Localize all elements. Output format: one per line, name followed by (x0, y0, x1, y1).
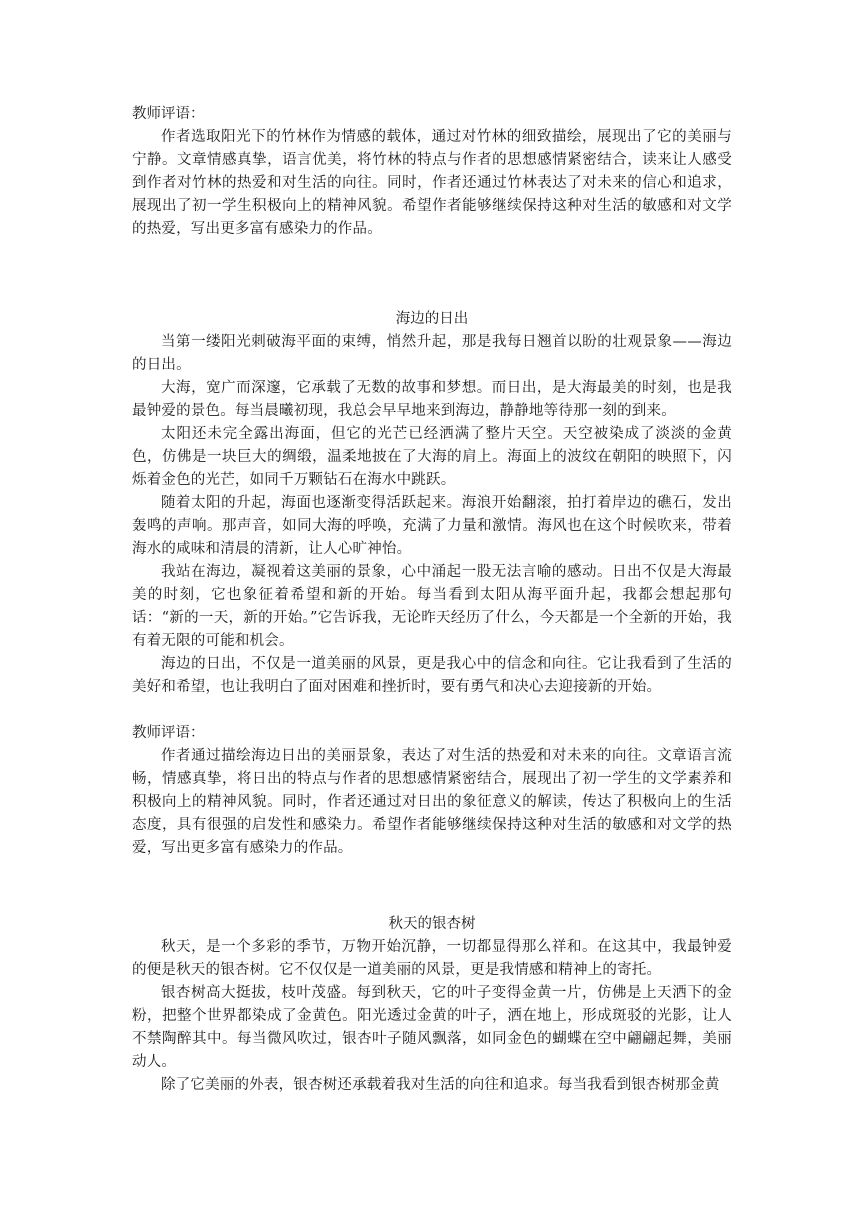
comment-label: 教师评语： (132, 106, 205, 122)
essay-paragraph: 海边的日出，不仅是一道美丽的风景，更是我心中的信念和向往。它让我看到了生活的美好和希望，也让我明白了面对困难和挫折时，要有勇气和决心去迎接新的开始。 (132, 656, 732, 695)
essay-paragraph: 大海，宽广而深邃，它承载了无数的故事和梦想。而日出，是大海最美的时刻，也是我最钟爱的景色。每当晨曦初现，我总会早早地来到海边，静静地等待那一刻的到来。 (132, 380, 732, 419)
essay-paragraph: 银杏树高大挺拔，枝叶茂盛。每到秋天，它的叶子变得金黄一片，仿佛是上天洒下的金粉，把整个世界都染成了金黄色。阳光透过金黄的叶子，洒在地上，形成斑驳的光影，让人不禁陶醉其中。每当微风吹过，银杏叶子随风飘落，如同金色的蝴蝶在空中翩翩起舞，美丽动人。 (132, 985, 732, 1070)
teacher-comment: 作者通过描绘海边日出的美丽景象，表达了对生活的热爱和对未来的向往。文章语言流畅，情感真挚，将日出的特点与作者的思想感情紧密结合，展现出了初一学生的文学素养和积极向上的精神风貌。同时，作者还通过对日出的象征意义的解读，传达了积极向上的生活态度，具有很强的启发性和感染力。希望作者能够继续保持这种对生活的敏感和对文学的热爱，写出更多富有感染力的作品。 (132, 748, 732, 856)
essay-paragraph: 随着太阳的升起，海面也逐渐变得活跃起来。海浪开始翻滚，拍打着岸边的礁石，发出轰鸣的声响。那声音，如同大海的呼唤，充满了力量和激情。海风也在这个时候吹来，带着海水的咸味和清晨的清新，让人心旷神怡。 (132, 495, 732, 557)
comment-label: 教师评语： (132, 725, 205, 741)
essay-paragraph: 当第一缕阳光刺破海平面的束缚，悄然升起，那是我每日翘首以盼的壮观景象——海边的日出。 (132, 334, 732, 373)
essay-paragraph: 秋天，是一个多彩的季节，万物开始沉静，一切都显得那么祥和。在这其中，我最钟爱的便是秋天的银杏树。它不仅仅是一道美丽的风景，更是我情感和精神上的寄托。 (132, 939, 732, 978)
essay-paragraph: 我站在海边，凝视着这美丽的景象，心中涌起一股无法言喻的感动。日出不仅是大海最美的时刻，它也象征着希望和新的开始。每当看到太阳从海平面升起，我都会想起那句话：“新的一天，新的开始。”它告诉我，无论昨天经历了什么，今天都是一个全新的开始，我有着无限的可能和机会。 (132, 564, 732, 649)
essay-title: 海边的日出 (395, 311, 469, 327)
teacher-comment: 作者选取阳光下的竹林作为情感的载体，通过对竹林的细致描绘，展现出了它的美丽与宁静。文章情感真挚，语言优美，将竹林的特点与作者的思想感情紧密结合，读来让人感受到作者对竹林的热爱和对生活的向往。同时，作者还通过竹林表达了对未来的信心和追求，展现出了初一学生积极向上的精神风貌。希望作者能够继续保持这种对生活的敏感和对文学的热爱，写出更多富有感染力的作品。 (132, 129, 732, 237)
essay-title: 秋天的银杏树 (388, 916, 476, 932)
essay-paragraph: 除了它美丽的外表，银杏树还承载着我对生活的向往和追求。每当我看到银杏树那金黄 (161, 1077, 720, 1093)
ginkgo-essay-section (132, 913, 732, 1097)
essay-paragraph: 太阳还未完全露出海面，但它的光芒已经洒满了整片天空。天空被染成了淡淡的金黄色，仿佛是一块巨大的绸缎，温柔地披在了大海的肩上。海面上的波纹在朝阳的映照下，闪烁着金色的光芒，如同千万颗钻石在海水中跳跃。 (132, 426, 732, 488)
bamboo-comment-section (132, 103, 732, 241)
sunrise-essay-section (132, 308, 732, 860)
